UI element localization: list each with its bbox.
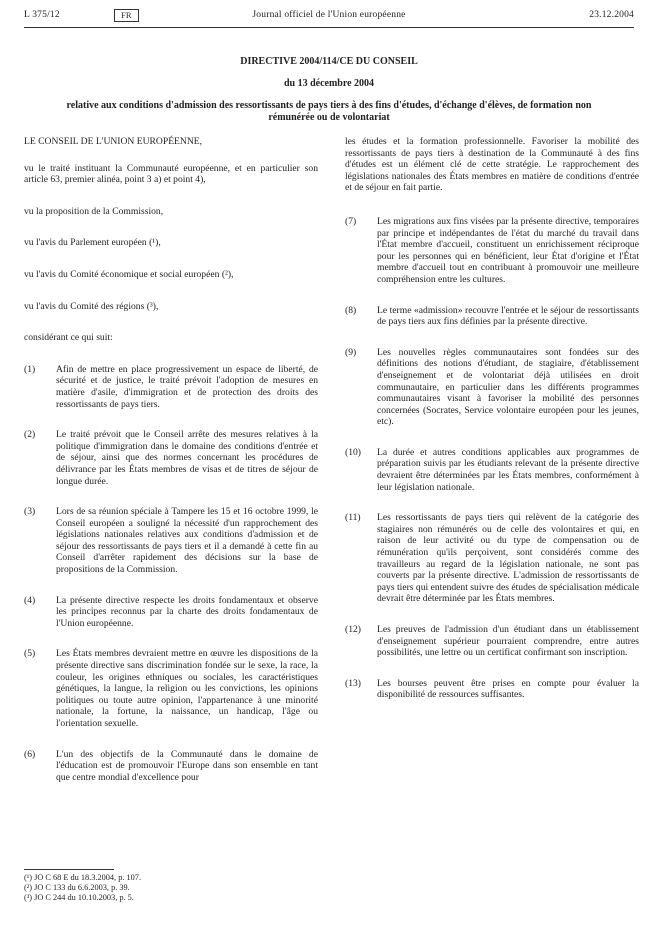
recital [24, 429, 318, 487]
recital-text: Les preuves de l'admission d'un étudiant dans un établissement d'enseignement supérieur pourraient comprendre, entre autres possibilités, une lettre ou un certificat confirmant son inscription. [377, 624, 639, 659]
recital-text: Les ressortissants de pays tiers qui relèvent de la catégorie des stagiaires non rémunérés ou de celle des volontaires et qui, en raison de leur activité ou du type de compensation ou de rémunération qu'ils perçoivent, sont considérés comme des travailleurs au regard de la législation nationale, ne sont pas couverts par la présente directive. L'admission de ressortissants de pays tiers qui entendent suivre des études de spécialisation médicale devrait être déterminée par les États membres. [377, 512, 639, 605]
page-header [24, 10, 634, 24]
recital-text: Lors de sa réunion spéciale à Tampere les 15 et 16 octobre 1999, le Conseil européen a souligné la nécessité d'un rapprochement des législations nationales relatives aux conditions d'admission et de séjour des ressortissants de pays tiers et il a demandé à cette fin au Conseil d'arrêter rapidement des décisions sur la base de propositions de la Commission. [56, 506, 318, 576]
recital-number: (10) [345, 446, 361, 458]
header-rule [24, 27, 634, 28]
citation: considérant ce qui suit: [24, 332, 113, 344]
left-column [24, 136, 318, 802]
directive-subject: relative aux conditions d'admission des ressortissants de pays tiers à des fins d'études, d'échange d'élèves, de formation non rémunérée ou de volontariat [66, 100, 592, 123]
recital [24, 749, 318, 784]
page-reference: L 375/12 [24, 10, 60, 20]
recital-number: (3) [24, 506, 36, 518]
recital-number: (5) [24, 648, 36, 660]
footnote: (³) JO C 244 du 10.10.2003, p. 5. [24, 893, 134, 902]
recital-text: La durée et autres conditions applicables aux programmes de préparation suivis par les étudiants relevant de la présente directive devraient être déterminées par les États membres, conformément à leur législation nationale. [377, 446, 639, 493]
recital-number: (4) [24, 594, 36, 606]
footnote-rule [24, 869, 114, 870]
recital-number: (9) [345, 346, 357, 358]
directive-date: du 13 décembre 2004 [283, 78, 375, 89]
recital [345, 512, 639, 605]
footnotes [24, 873, 141, 903]
recital-text: Afin de mettre en place progressivement un espace de liberté, de sécurité et de justice, le traité prévoit l'adoption de mesures en matière d'asile, d'immigration et de protection des droits des ressortissants de pays tiers. [56, 363, 318, 410]
recital [24, 506, 318, 576]
footnote: (¹) JO C 68 E du 18.3.2004, p. 107. [24, 873, 142, 882]
recital-text: Les migrations aux fins visées par la présente directive, temporaires par principe et indépendantes de l'état du marché du travail dans l'État membre d'accueil, constituent un enrichissement réciproque pour les personnes qui en bénéficient, leur État d'origine et l'État membre d'accueil tout en contribuant à promouvoir une meilleure compréhension entre les cultures. [377, 215, 639, 285]
recital-text: Les bourses peuvent être prises en compte pour évaluer la disponibilité de ressources suffisantes. [377, 677, 639, 701]
recital [345, 624, 639, 659]
journal-name: Journal officiel de l'Union européenne [252, 10, 406, 20]
citation: vu le traité instituant la Communauté européenne, et en particulier son article 63, premier alinéa, point 3 a) et point 4), [24, 162, 318, 186]
right-column [345, 136, 639, 720]
recital [24, 648, 318, 729]
recital-number: (1) [24, 363, 36, 375]
recital-text: Le traité prévoit que le Conseil arrête des mesures relatives à la politique d'immigration dans le domaine des conditions d'entrée et de séjour, ainsi que des normes concernant les procédures de délivrance par les États membres de visas et de titres de séjour de longue durée. [56, 429, 318, 487]
recital-text: Les nouvelles règles communautaires sont fondées sur des définitions des notions d'étudiant, de stagiaire, d'établissement d'enseignement et de volontariat déjà utilisées en droit communautaire, en particulier dans les différents programmes communautaires visant à favoriser la mobilité des personnes concernées (Socrates, Service volontaire européen pour les jeunes, etc). [377, 346, 639, 428]
recital [24, 595, 318, 630]
recital [345, 305, 639, 328]
directive-number: DIRECTIVE 2004/114/CE DU CONSEIL [240, 56, 418, 67]
recital [345, 347, 639, 428]
recital-number: (12) [345, 624, 361, 635]
recital-text: Les États membres devraient mettre en œuvre les dispositions de la présente directive sans discrimination fondée sur le sexe, la race, la couleur, les origines ethniques ou sociales, les caractéristiques génétiques, la langue, la religion ou les convictions, les opinions politiques ou toute autre opinion, l'appartenance à une minorité nationale, la fortune, la naissance, un handicap, l'âge ou l'orientation sexuelle. [56, 648, 318, 729]
citation: vu l'avis du Comité des régions (³), [24, 300, 159, 312]
recital-number: (11) [345, 512, 361, 524]
footnote: (²) JO C 133 du 6.6.2003, p. 39. [24, 883, 130, 892]
recital-text: Le terme «admission» recouvre l'entrée et le séjour de ressortissants de pays tiers aux fins définies par la présente directive. [377, 304, 639, 328]
recital-text: L'un des objectifs de la Communauté dans le domaine de l'éducation est de promouvoir l'Europe dans son ensemble en tant que centre mondial d'excellence pour [56, 748, 318, 783]
recital-number: (8) [345, 304, 357, 316]
citation: vu la proposition de la Commission, [24, 205, 164, 217]
recital-text: La présente directive respecte les droits fondamentaux et observe les principes reconnus par la charte des droits fondamentaux de l'Union européenne. [56, 594, 318, 629]
recital-number: (13) [345, 677, 361, 689]
citation: vu l'avis du Comité économique et social européen (²), [24, 268, 234, 280]
recital-number: (7) [345, 215, 357, 227]
recital [345, 216, 639, 286]
citation: vu l'avis du Parlement européen (¹), [24, 237, 161, 249]
recital [345, 678, 639, 701]
language-badge: FR [114, 9, 139, 22]
publication-date: 23.12.2004 [589, 10, 634, 20]
recital-number: (2) [24, 429, 36, 441]
recital-number: (6) [24, 748, 36, 760]
council-intro: LE CONSEIL DE L'UNION EUROPÉENNE, [24, 136, 203, 147]
recital [24, 364, 318, 410]
document-title [60, 56, 598, 124]
recital-continuation: les études et la formation professionnelle. Favoriser la mobilité des ressortissants de pays tiers à destination de la Communauté à des fins d'études est un élément clé de cette stratégie. Le rapprochement des législations nationales des États membres en matière de conditions d'entrée et de séjour en fait partie. [345, 136, 639, 194]
recital [345, 447, 639, 493]
